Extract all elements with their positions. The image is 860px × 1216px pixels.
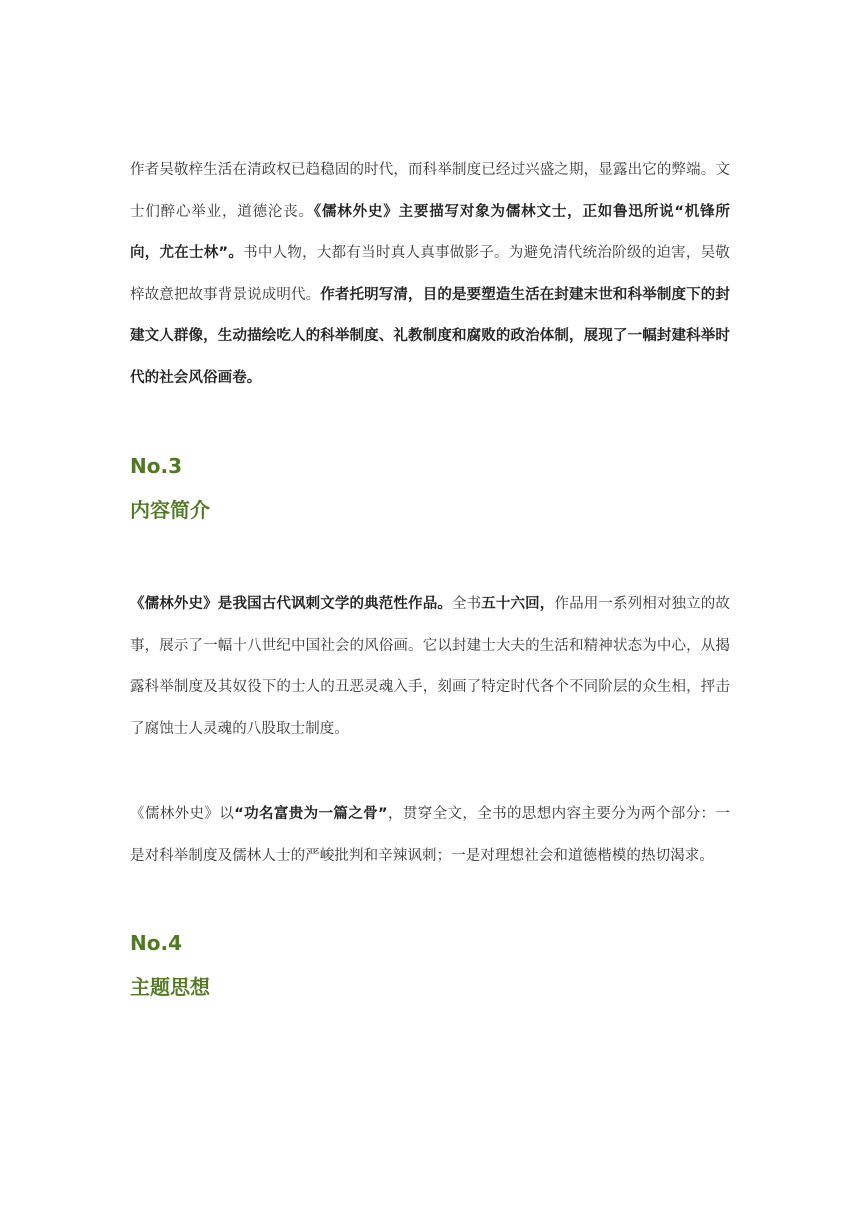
section-4-number: No.4 [130,931,182,955]
section-3-title: 内容简介 [130,498,210,522]
paragraph-background-bold-2: 作者托明写清，目的是要塑造生活在封建末世和科举制度下的封建文人群像，生动描绘吃人的科举制度、礼教制度和腐败的政治体制，展现了一幅封建科举时代的社会风俗画卷。 [130,286,730,386]
paragraph-background-text-2: 书中人物，大都有当时真人真事做影子。为避免清代统治阶级的迫害，吴敬梓故意把故事背景说成明代。 [130,245,730,303]
paragraph-summary-bold-2: 五十六回， [481,596,555,612]
section-4-heading [130,921,730,1009]
paragraph-theme-overview [130,794,730,877]
section-3-number: No.3 [130,454,182,478]
paragraph-background [130,150,730,399]
paragraph-summary-text-2: 作品用一系列相对独立的故事，展示了一幅十八世纪中国社会的风俗画。它以封建士大夫的生活和精神状态为中心，从揭露科举制度及其奴役下的士人的丑恶灵魂入手，刻画了特定时代各个不同阶层的众生相，抨击了腐蚀士人灵魂的八股取士制度。 [130,596,731,737]
paragraph-theme-text-2: ，贯穿全文，全书的思想内容主要分为两个部分：一是对科举制度及儒林人士的严峻批判和辛辣讽刺；一是对理想社会和道德楷模的热切渴求。 [130,806,730,864]
section-3-heading [130,444,730,532]
document-page [130,150,730,1009]
paragraph-background-text-1: 作者吴敬梓生活在清政权已趋稳固的时代，而科举制度已经过兴盛之期，显露出它的弊端。文士们醉心举业，道德沦丧。 [130,162,730,220]
section-4-title: 主题思想 [130,975,210,999]
paragraph-background-bold-1: 《儒林外史》主要描写对象为儒林文士，正如鲁迅所说“机锋所向，尤在士林”。 [130,203,731,261]
paragraph-summary-text-1: 全书 [451,596,482,612]
paragraph-summary-bold-1: 《儒林外史》是我国古代讽刺文学的典范性作品。 [130,596,452,612]
paragraph-summary [130,584,730,750]
paragraph-theme-text-1: 《儒林外史》以 [130,806,235,822]
paragraph-theme-bold-1: “功名富贵为一篇之骨” [234,806,388,822]
